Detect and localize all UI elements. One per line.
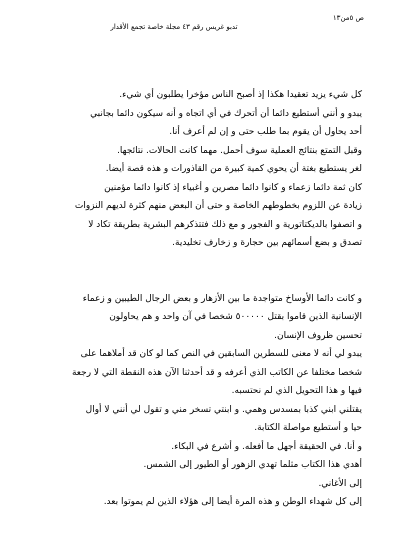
running-title: تدبو غريس رقم ٤٣ مجلة خاصة تجمع الأقدار bbox=[110, 23, 238, 31]
text-line: يقتلني ابني كذبا بمسدس وهمي. و ابنتي تسخر مني و تقول لي أنني لا أوال bbox=[85, 404, 362, 415]
text-line: شخصا مختلفا عن الكاتب الذي أعرفه و قد أحدثنا الآن هذه النقطة التي لا رجعة bbox=[71, 367, 362, 378]
text-line: فيها و هذا التحويل الذي لم نحتسبه. bbox=[231, 386, 362, 396]
text-line: إلى كل شهداء الوطن و هذه المرة أيضا إلى هؤلاء الذين لم يموتوا بعد. bbox=[103, 497, 362, 507]
text-line: أهدي هذا الكتاب مثلما تهدي الزهور أو الطيور إلى الشمس. bbox=[143, 460, 362, 470]
text-line: تصدق و بضع أسمائهم بين حجارة و زخارف تخليدية. bbox=[172, 238, 362, 248]
page-header bbox=[46, 14, 364, 42]
text-line: تحسين ظروف الإنسان. bbox=[274, 330, 362, 341]
text-line: أحد يحاول أن يقوم بما طلب حتى و إن لم أعرف أنا. bbox=[169, 127, 362, 137]
text-line: إلى الأغاني. bbox=[318, 478, 362, 489]
document-body bbox=[40, 86, 362, 512]
text-line: يبدو و أنني أستطيع دائما أن أتحرك في أي اتجاه و أنه سيكون دائما بجانبي bbox=[90, 108, 362, 119]
text-line: الإنسانية الذين قاموا بقتل ٥٠٠٠٠٠ شخصا في آن واحد و هم يحاولون bbox=[109, 312, 362, 322]
text-line: كان ثمة دائما زعماء و كانوا دائما مصرين و أغبياء إذ كانوا دائما مؤمنين bbox=[104, 182, 362, 193]
text-line: وقبل التمتع بنتائج العملية سوف أحمل. مهما كانت الحالات. نتائجها. bbox=[117, 145, 362, 156]
text-line: و اتصفوا بالديكتاتورية و الفجور و مع ذلك فتتذكرهم البشرية بطريقة تكاد لا bbox=[88, 219, 362, 230]
text-line: و كانت دائما الأوساخ متواجدة ما بين الأزهار و بعض الرجال الطيبين و زعماء bbox=[82, 293, 362, 304]
text-line: يبدو لي أنه لا معنى للسطرين السابقين في النص كما لو كان قد أملاهما على bbox=[80, 349, 362, 359]
text-line: زيادة عن اللزوم بخطوطهم الخاصة و حتى أن البعض منهم كثرة لديهم النزوات bbox=[74, 201, 362, 211]
text-line: لغر يستطيع بغتة أن يحوي كمية كبيرة من القاذورات و هذه قصة أيضا. bbox=[105, 164, 362, 174]
text-line: حيا و أستطيع مواصلة الكتابة. bbox=[254, 423, 362, 433]
page-number: ص ٥من١٣ bbox=[332, 14, 364, 22]
text-line: كل شيء يزيد تعقيدا هكذا إذ أصبح الناس مؤخرا يطلبون أي شيء. bbox=[119, 90, 362, 100]
text-line: و أنا. في الحقيقة أجهل ما أفعله. و أشرع في البكاء. bbox=[171, 441, 362, 452]
paragraph-gap bbox=[40, 253, 362, 290]
